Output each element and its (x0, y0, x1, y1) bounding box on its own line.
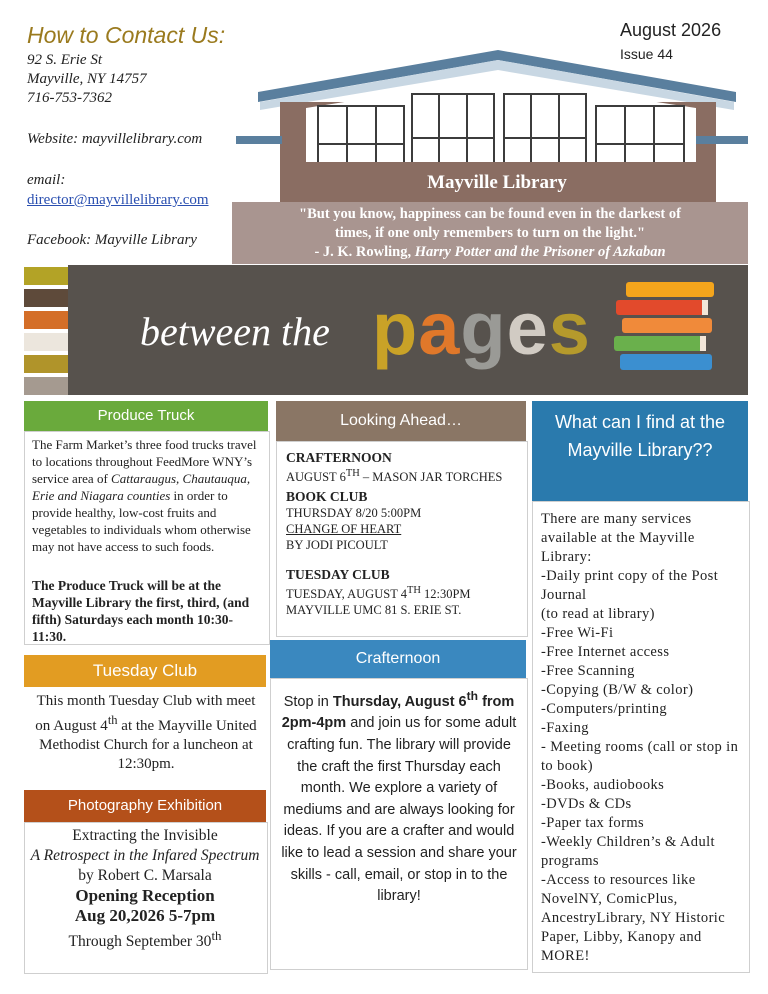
library-name: Mayville Library (427, 172, 567, 193)
event-date: TUESDAY, AUGUST 4 (286, 587, 407, 602)
crafternoon-header: Crafternoon (270, 640, 526, 678)
event-name: – MASON JAR TORCHES (359, 470, 503, 485)
service-item: -Free Wi-Fi (541, 625, 614, 641)
event-date-sup: TH (345, 468, 360, 479)
produce-text: The Farm Market’s three food trucks travel to locations throughout FeedMore WNY’s service area of (32, 437, 257, 486)
address-city: Mayville, NY 14757 (27, 71, 147, 87)
exhibit-artist: by Robert C. Marsala (78, 867, 212, 884)
service-item: -Daily print copy of the Post Journal (541, 568, 719, 603)
services-intro: There are many services available at the Mayville Library: (541, 511, 695, 565)
issue-number: Issue 44 (620, 46, 673, 62)
tuesday-club-description (30, 692, 262, 774)
quote-attribution (236, 243, 744, 262)
service-item: -DVDs & CDs (541, 796, 632, 812)
facebook-line: Facebook: Mayville Library (27, 232, 197, 248)
event-title: CRAFTERNOON (286, 450, 392, 465)
banner-letter: g (460, 287, 507, 370)
banner-letter: s (548, 287, 591, 370)
color-swatch (24, 289, 68, 307)
tuesday-sup: th (107, 713, 118, 727)
craft-date-sup: th (466, 689, 479, 703)
quote-line-2: times, if one only remembers to turn on the light." (334, 225, 646, 241)
service-item: - Meeting rooms (call or stop in to book) (541, 739, 739, 774)
exhibit-title: Extracting the Invisible (72, 827, 218, 844)
event-time: 12:30PM (420, 587, 471, 602)
exhibit-end-text: Through September 30 (68, 933, 212, 951)
event-date: AUGUST 6 (286, 470, 346, 485)
color-swatch (24, 311, 68, 329)
photography-exhibition-details (26, 826, 264, 952)
service-item: -Books, audiobooks (541, 777, 665, 793)
email-link[interactable]: director@mayvillelibrary.com (27, 192, 209, 208)
color-swatch (24, 355, 68, 373)
exhibit-subtitle: A Retrospect in the Infared Spectrum (30, 847, 260, 864)
book-author: BY JODI PICOULT (286, 538, 388, 553)
address-street: 92 S. Erie St (27, 52, 102, 68)
service-item: -Weekly Children’s & Adult programs (541, 834, 715, 869)
email-label: email: (27, 172, 66, 188)
opening-reception-date: Aug 20,2026 5-7pm (74, 906, 216, 925)
event-location: MAYVILLE UMC 81 S. ERIE ST. (286, 603, 462, 618)
tuesday-text: at the Mayville United Methodist Church for a luncheon at 12:30pm. (39, 718, 257, 772)
banner-letter: a (418, 287, 461, 370)
website-line: Website: mayvillelibrary.com (27, 131, 203, 147)
service-item: -Faxing (541, 720, 589, 736)
craft-time: from 2pm-4pm (281, 693, 515, 732)
event-detail: THURSDAY 8/20 5:00PM (286, 506, 422, 521)
color-swatch (24, 267, 68, 285)
craft-text: Stop in (283, 693, 333, 710)
service-item: -Free Scanning (541, 663, 635, 679)
craft-date: Thursday, August 6 (332, 693, 467, 710)
quote-author: - J. K. Rowling, (314, 244, 415, 260)
color-swatch (24, 333, 68, 351)
event-date-sup: TH (406, 585, 421, 597)
quote-book-title: Harry Potter and the Prisoner of Azkaban (414, 244, 666, 260)
services-title: What can I find at the Mayville Library?? (554, 412, 726, 460)
issue-date: August 2026 (620, 20, 722, 40)
event-title: TUESDAY CLUB (286, 567, 390, 583)
banner-title-pages (372, 286, 591, 371)
produce-truck-schedule: The Produce Truck will be at the Mayville Library the first, third, (and fifth) Saturdays each month 10:30-11:30. (32, 578, 250, 644)
tuesday-text: This month Tuesday Club with meet on August 4 (35, 693, 256, 734)
service-item: -Paper tax forms (541, 815, 645, 831)
phone-number: 716-753-7362 (27, 90, 112, 106)
produce-truck-description (32, 436, 264, 555)
exhibit-end-date (26, 926, 264, 952)
craft-text: and join us for some adult crafting fun. The library will provide the craft the first Thursday each month. We explore a variety of mediums and are always looking for ideas. If you are a crafter and would like to lead a session and share your skills - call, email, or stop in to the library! (281, 715, 517, 905)
photography-exhibition-header: Photography Exhibition (24, 790, 266, 822)
service-item: -Copying (B/W & color) (541, 682, 694, 698)
service-item: -Computers/printing (541, 701, 668, 717)
quote-text (236, 205, 744, 262)
produce-text: in order to provide healthy, low-cost fruits and vegetables to individuals whom otherwise may not have access to such foods. (32, 488, 251, 554)
services-list (541, 510, 745, 966)
looking-ahead-events (286, 450, 522, 618)
service-item: -Free Internet access (541, 644, 670, 660)
banner-title-between: between the (140, 309, 330, 354)
banner-letter: e (506, 287, 549, 370)
event-title: BOOK CLUB (286, 489, 368, 505)
tuesday-club-header: Tuesday Club (24, 655, 266, 687)
event-detail (286, 466, 522, 485)
service-item: -Access to resources like NovelNY, ComicPlus, AncestryLibrary, NY Historic Paper, Libby, Kanopy and MORE! (541, 872, 726, 964)
contact-title: How to Contact Us: (27, 22, 226, 48)
produce-counties: Cattaraugus, Chautauqua, Erie and Niagara counties (32, 471, 251, 503)
book-stack-icon (612, 280, 720, 384)
exhibit-end-sup: th (211, 928, 222, 943)
event-detail (286, 583, 522, 602)
quote-line-1: "But you know, happiness can be found even in the darkest of (299, 206, 681, 222)
opening-reception-label: Opening Reception (75, 886, 215, 905)
book-title: CHANGE OF HEART (286, 522, 402, 537)
service-item: (to read at library) (541, 606, 655, 622)
banner-letter: p (372, 287, 419, 370)
looking-ahead-header: Looking Ahead… (276, 401, 526, 441)
crafternoon-description (276, 686, 522, 908)
color-swatch (24, 377, 68, 395)
produce-truck-header: Produce Truck (24, 401, 268, 431)
